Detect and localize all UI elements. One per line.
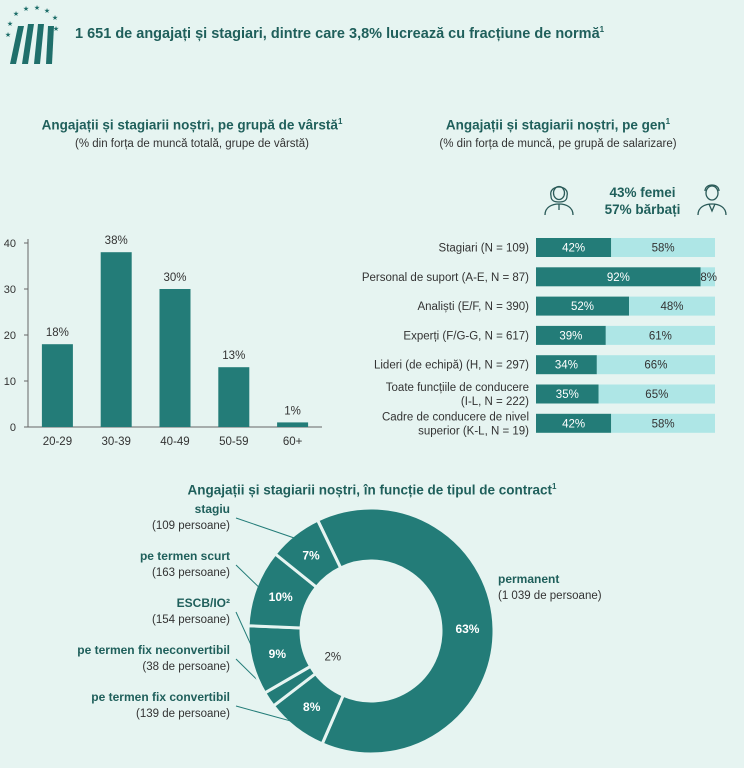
slice-count-label: (163 persoane) bbox=[152, 567, 230, 579]
age-bar-value-label: 38% bbox=[104, 235, 128, 248]
age-bar-value-label: 18% bbox=[45, 327, 69, 340]
age-category-label: 30-39 bbox=[101, 436, 131, 448]
woman-icon bbox=[542, 180, 576, 216]
slice-count-label: (109 persoane) bbox=[152, 520, 230, 532]
gender-row-label: Lideri (de echipă) (H, N = 297) bbox=[373, 359, 529, 372]
gender-row-label: Personal de suport (A-E, N = 87) bbox=[361, 271, 529, 284]
page-title: 1 651 de angajați și stagiari, dintre care 3,8% lucrează cu fracțiune de normă$^1$ bbox=[75, 25, 605, 42]
male-value-label: 58% bbox=[651, 418, 675, 431]
age-bar-value-label: 30% bbox=[163, 272, 187, 284]
age-category-label: 20-29 bbox=[42, 436, 73, 448]
slice-pct-label: 10% bbox=[268, 589, 293, 604]
y-tick-label: 40 bbox=[3, 238, 16, 250]
age-chart-subtitle: (% din forța de muncă totală, grupe de vârstă) bbox=[75, 138, 309, 150]
female-value-label: 92% bbox=[606, 271, 630, 284]
slice-name-label: permanent bbox=[498, 572, 560, 586]
female-value-label: 42% bbox=[562, 418, 586, 431]
contract-chart-title: Angajații și stagiarii noștri, în funcție de tipul de contract$^1$ bbox=[187, 482, 557, 498]
gender-row-label: Cadre de conducere de nivel bbox=[381, 411, 529, 424]
slice-count-label: (154 persoane) bbox=[152, 614, 230, 626]
age-category-label: 40-49 bbox=[160, 436, 190, 448]
slice-pct-label: 8% bbox=[303, 700, 321, 715]
y-tick-label: 0 bbox=[9, 422, 16, 434]
slice-leader-line bbox=[236, 518, 298, 539]
slice-pct-label: 63% bbox=[455, 622, 480, 637]
female-value-label: 42% bbox=[562, 242, 586, 255]
female-value-label: 39% bbox=[559, 330, 583, 343]
gender-stacked-bar-chart bbox=[330, 228, 744, 440]
ecb-stars-logo-icon bbox=[4, 4, 60, 64]
male-value-label: 48% bbox=[660, 301, 684, 314]
slice-pct-label: 2% bbox=[324, 651, 342, 664]
male-value-label: 58% bbox=[651, 242, 675, 255]
gender-row-label: Analiști (E/F, N = 390) bbox=[417, 301, 529, 314]
age-bar bbox=[218, 367, 249, 427]
svg-text:★: ★ bbox=[6, 21, 14, 28]
age-chart-title: Angajații și stagiarii noștri, pe grupă de vârstă$^1$ bbox=[41, 117, 343, 133]
male-value-label: 61% bbox=[648, 330, 672, 343]
gender-row-label: superior (K-L, N = 19) bbox=[418, 425, 529, 438]
gender-row-label: Stagiari (N = 109) bbox=[438, 242, 529, 255]
age-category-label: 50-59 bbox=[219, 436, 249, 448]
age-bar bbox=[160, 289, 191, 427]
age-category-label: 60+ bbox=[282, 436, 303, 448]
slice-name-label: pe termen fix convertibil bbox=[91, 690, 230, 704]
slice-count-label: (38 de persoane) bbox=[142, 661, 230, 673]
slice-leader-line bbox=[236, 565, 262, 590]
svg-text:★: ★ bbox=[52, 26, 60, 33]
gender-chart-title: Angajații și stagiarii noștri, pe gen$^1$ bbox=[445, 117, 671, 133]
age-bar bbox=[101, 252, 132, 427]
svg-text:★: ★ bbox=[33, 5, 41, 12]
y-tick-label: 10 bbox=[3, 376, 16, 388]
gender-row-label: Toate funcțiile de conducere bbox=[385, 382, 529, 394]
slice-name-label: stagiu bbox=[194, 502, 230, 516]
man-icon bbox=[695, 180, 729, 216]
female-value-label: 35% bbox=[555, 389, 579, 401]
age-bar bbox=[42, 344, 73, 427]
slice-name-label: ESCB/IO² bbox=[176, 596, 230, 610]
slice-count-label: (1 039 de persoane) bbox=[498, 590, 602, 602]
slice-count-label: (139 de persoane) bbox=[136, 708, 230, 720]
y-tick-label: 20 bbox=[3, 330, 16, 342]
svg-text:★: ★ bbox=[43, 8, 51, 15]
slice-pct-label: 7% bbox=[302, 548, 320, 563]
age-bar-value-label: 1% bbox=[284, 405, 301, 418]
female-value-label: 52% bbox=[571, 301, 595, 314]
contract-donut-chart bbox=[0, 500, 744, 768]
gender-row-label: Experți (F/G-G, N = 617) bbox=[403, 330, 529, 343]
female-value-label: 34% bbox=[554, 359, 578, 372]
slice-name-label: pe termen scurt bbox=[139, 549, 230, 563]
age-bar-chart bbox=[0, 225, 330, 455]
y-tick-label: 30 bbox=[3, 284, 16, 296]
male-value-label: 8% bbox=[700, 271, 717, 284]
age-bar bbox=[277, 422, 308, 427]
svg-text:★: ★ bbox=[51, 15, 59, 22]
female-total: 43% femei bbox=[609, 185, 676, 200]
male-value-label: 66% bbox=[644, 359, 668, 372]
svg-text:★: ★ bbox=[12, 11, 20, 18]
age-bar-value-label: 13% bbox=[222, 350, 246, 363]
svg-text:★: ★ bbox=[4, 32, 12, 39]
slice-pct-label: 9% bbox=[268, 647, 286, 662]
male-total: 57% bărbați bbox=[604, 202, 681, 217]
gender-chart-subtitle: (% din forța de muncă, pe grupă de salarizare) bbox=[439, 138, 677, 150]
gender-totals bbox=[590, 184, 695, 218]
svg-text:★: ★ bbox=[22, 6, 30, 13]
slice-name-label: pe termen fix neconvertibil bbox=[77, 643, 230, 657]
male-value-label: 65% bbox=[645, 389, 669, 401]
gender-row-label: (I-L, N = 222) bbox=[460, 396, 529, 408]
